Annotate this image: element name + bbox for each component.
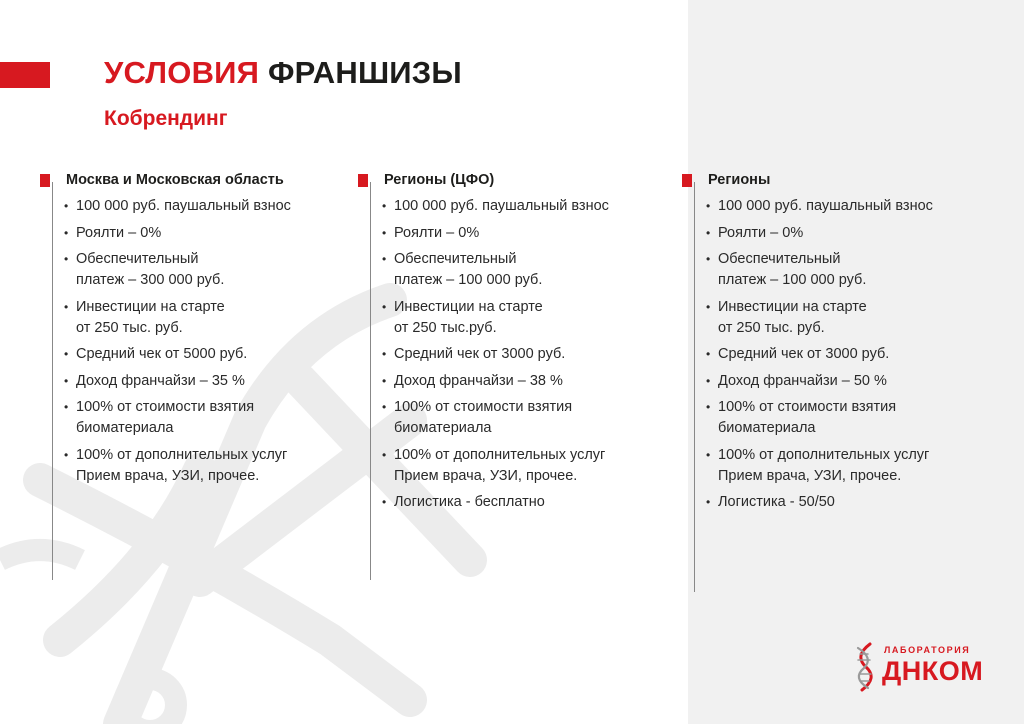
item-line: • Доход франчайзи – 38 % [394, 372, 563, 389]
item-line: • Инвестиции на старте [394, 298, 543, 315]
item-line: • Логистика - бесплатно [394, 494, 545, 510]
item-line: • 100% от стоимости взятия [718, 399, 897, 415]
column-header [682, 170, 992, 190]
list-item [394, 445, 668, 487]
list-item [718, 397, 992, 439]
item-line: • 100 000 руб. паушальный взнос [394, 198, 609, 214]
list-item [394, 371, 668, 392]
item-line: • Инвестиции на старте [76, 298, 225, 315]
item-line: • 100% от стоимости взятия [394, 399, 573, 415]
item-line: • Средний чек от 3000 руб. [394, 346, 566, 362]
list-item [394, 223, 668, 244]
company-logo [846, 642, 986, 692]
item-line: • Роялти – 0% [718, 224, 804, 241]
list-item [76, 371, 350, 392]
page-title [104, 55, 462, 91]
list-item [76, 223, 350, 244]
page-subtitle: Кобрендинг [104, 107, 228, 130]
item-line: • Роялти – 0% [394, 224, 480, 241]
list-item [394, 344, 668, 365]
item-line: платеж – 100 000 руб. [718, 272, 867, 288]
list-item [718, 371, 992, 392]
column-header [358, 170, 668, 190]
list-item [394, 297, 668, 339]
item-line: • Роялти – 0% [76, 224, 162, 241]
item-line: • 100% от стоимости взятия [76, 399, 255, 415]
item-line: от 250 тыс. руб. [718, 319, 825, 336]
logo-wordmark: ДНКОМ [882, 656, 984, 686]
item-line: • Инвестиции на старте [718, 298, 867, 315]
item-line: платеж – 100 000 руб. [394, 272, 543, 288]
item-line: от 250 тыс. руб. [76, 319, 183, 336]
list-item [76, 249, 350, 291]
list-item [718, 492, 992, 513]
item-line: платеж – 300 000 руб. [76, 272, 225, 288]
list-item [718, 196, 992, 217]
dna-helix-icon [848, 642, 884, 692]
item-line: • 100 000 руб. паушальный взнос [76, 198, 291, 214]
list-item [76, 397, 350, 439]
list-item [718, 445, 992, 487]
conditions-list [682, 196, 992, 513]
item-line: • Логистика - 50/50 [718, 494, 835, 510]
list-item [76, 445, 350, 487]
item-line: • Обеспечительный [76, 251, 199, 267]
item-line: Прием врача, УЗИ, прочее. [76, 467, 260, 484]
item-line: • Доход франчайзи – 35 % [76, 372, 245, 389]
item-line: от 250 тыс.руб. [394, 319, 497, 336]
item-line: • 100 000 руб. паушальный взнос [718, 198, 933, 214]
column-divider-line [370, 182, 371, 580]
list-item [394, 397, 668, 439]
item-line: • 100% от дополнительных услуг [718, 446, 930, 463]
conditions-list [358, 196, 668, 513]
item-line: биоматериала [718, 420, 816, 436]
column-divider-line [52, 182, 53, 580]
item-line: • Обеспечительный [394, 251, 517, 267]
list-item [718, 344, 992, 365]
list-item [394, 492, 668, 513]
column-title: Регионы (ЦФО) [384, 172, 495, 188]
list-item [394, 249, 668, 291]
list-item [718, 223, 992, 244]
item-line: • Средний чек от 5000 руб. [76, 346, 248, 362]
item-line: биоматериала [76, 420, 174, 436]
item-line: • Обеспечительный [718, 251, 841, 267]
item-line: • 100% от дополнительных услуг [76, 446, 288, 463]
item-line: • Доход франчайзи – 50 % [718, 372, 887, 389]
column-marker [358, 174, 368, 187]
list-item [718, 249, 992, 291]
column-title: Москва и Московская область [66, 172, 284, 188]
title-accent-bar [0, 62, 50, 88]
item-line: • Средний чек от 3000 руб. [718, 346, 890, 362]
item-line: Прием врача, УЗИ, прочее. [718, 467, 902, 484]
list-item [394, 196, 668, 217]
list-item [76, 344, 350, 365]
column-title: Регионы [708, 172, 771, 188]
item-line: Прием врача, УЗИ, прочее. [394, 467, 578, 484]
title-accent-word: УСЛОВИЯ [104, 55, 260, 90]
column-marker [40, 174, 50, 187]
conditions-column-moscow [40, 170, 350, 492]
item-line: • 100% от дополнительных услуг [394, 446, 606, 463]
conditions-column-regions-cfo [358, 170, 668, 519]
column-marker [682, 174, 692, 187]
item-line: биоматериала [394, 420, 492, 436]
list-item [76, 196, 350, 217]
list-item [76, 297, 350, 339]
title-main-word: ФРАНШИЗЫ [267, 55, 462, 90]
logo-caption: ЛАБОРАТОРИЯ [884, 645, 971, 655]
conditions-list [40, 196, 350, 487]
conditions-column-regions [682, 170, 992, 519]
column-divider-line [694, 182, 695, 592]
column-header [40, 170, 350, 190]
list-item [718, 297, 992, 339]
